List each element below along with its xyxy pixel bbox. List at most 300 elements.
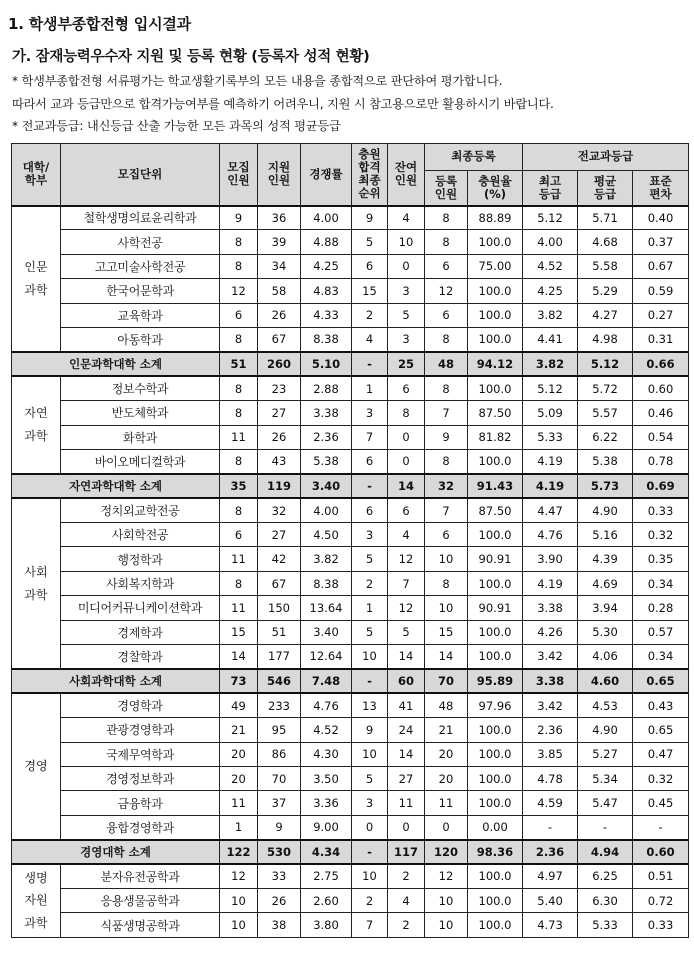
cell-unit: 반도체학과 [61,401,220,425]
subtotal-ratio: 5.10 [301,352,352,376]
cell-applicants: 26 [258,425,301,449]
subtotal-remaining: 60 [388,669,425,693]
subtotal-label: 자연과학대학 소계 [12,474,220,498]
table-row [12,230,689,254]
cell-unit: 사학전공 [61,230,220,254]
cell-average-grade: 6.22 [578,425,633,449]
cell-registered: 6 [425,303,468,327]
cell-unit: 한국어문학과 [61,279,220,303]
cell-applicants: 177 [258,645,301,669]
cell-registered: 10 [425,913,468,937]
cell-std-deviation: 0.54 [633,425,689,449]
cell-remaining: 0 [388,254,425,278]
note-line: * 전교과등급: 내신등급 산출 가능한 모든 과목의 성적 평균등급 [12,119,341,133]
cell-waitlist-rank: 6 [352,254,388,278]
cell-average-grade: 6.30 [578,888,633,912]
cell-fill-rate: 87.50 [468,498,523,522]
cell-best-grade: 5.40 [523,888,578,912]
table-row [12,620,689,644]
subtotal-label: 경영대학 소계 [12,840,220,864]
cell-quota: 9 [220,206,258,230]
cell-waitlist-rank: 3 [352,401,388,425]
cell-waitlist-rank: 1 [352,376,388,400]
cell-average-grade: 4.98 [578,327,633,351]
subtotal-quota: 35 [220,474,258,498]
subtotal-ratio: 4.34 [301,840,352,864]
subtotal-best-grade: 4.19 [523,474,578,498]
cell-remaining: 0 [388,425,425,449]
cell-fill-rate: 100.0 [468,766,523,790]
cell-remaining: 14 [388,742,425,766]
cell-std-deviation: 0.47 [633,742,689,766]
subtotal-waitlist-rank: - [352,352,388,376]
cell-quota: 8 [220,571,258,595]
cell-std-deviation: 0.31 [633,327,689,351]
cell-average-grade: 6.25 [578,864,633,888]
cell-std-deviation: 0.32 [633,766,689,790]
cell-average-grade: 4.69 [578,571,633,595]
cell-average-grade: 4.68 [578,230,633,254]
cell-fill-rate: 90.91 [468,547,523,571]
header-quota: 모집 인원 [220,144,258,206]
cell-std-deviation: 0.34 [633,571,689,595]
subtotal-std-deviation: 0.69 [633,474,689,498]
cell-ratio: 4.33 [301,303,352,327]
cell-average-grade: 5.33 [578,913,633,937]
cell-remaining: 3 [388,279,425,303]
table-row [12,254,689,278]
cell-fill-rate: 100.0 [468,303,523,327]
cell-registered: 6 [425,523,468,547]
cell-unit: 아동학과 [61,327,220,351]
subtotal-ratio: 7.48 [301,669,352,693]
cell-best-grade: 5.33 [523,425,578,449]
table-row [12,913,689,937]
college-name: 자연 과학 [12,376,61,474]
cell-ratio: 8.38 [301,571,352,595]
cell-best-grade: 3.82 [523,303,578,327]
cell-registered: 8 [425,230,468,254]
header-fill-rate: 충원율 (%) [468,171,523,206]
table-row [12,571,689,595]
cell-waitlist-rank: 6 [352,449,388,473]
cell-remaining: 14 [388,645,425,669]
cell-ratio: 8.38 [301,327,352,351]
subtotal-remaining: 25 [388,352,425,376]
header-best-grade: 최고 등급 [523,171,578,206]
cell-registered: 8 [425,327,468,351]
header-registered: 등록 인원 [425,171,468,206]
table-row [12,888,689,912]
subtotal-registered: 48 [425,352,468,376]
cell-registered: 0 [425,815,468,839]
cell-best-grade: 4.47 [523,498,578,522]
cell-best-grade: 3.90 [523,547,578,571]
cell-average-grade: 5.72 [578,376,633,400]
cell-remaining: 10 [388,230,425,254]
header-std-deviation: 표준 편차 [633,171,689,206]
cell-std-deviation: 0.59 [633,279,689,303]
cell-applicants: 67 [258,571,301,595]
cell-quota: 10 [220,913,258,937]
cell-waitlist-rank: 7 [352,425,388,449]
cell-applicants: 42 [258,547,301,571]
cell-average-grade: 4.27 [578,303,633,327]
cell-unit: 응용생물공학과 [61,888,220,912]
cell-waitlist-rank: 3 [352,523,388,547]
cell-average-grade: 4.06 [578,645,633,669]
subtotal-applicants: 260 [258,352,301,376]
cell-fill-rate: 100.0 [468,718,523,742]
cell-ratio: 4.50 [301,523,352,547]
cell-quota: 8 [220,401,258,425]
cell-best-grade: 3.85 [523,742,578,766]
cell-best-grade: 4.25 [523,279,578,303]
subtotal-label: 사회과학대학 소계 [12,669,220,693]
cell-waitlist-rank: 9 [352,718,388,742]
cell-unit: 정치외교학전공 [61,498,220,522]
cell-std-deviation: 0.46 [633,401,689,425]
cell-unit: 분자유전공학과 [61,864,220,888]
cell-registered: 8 [425,449,468,473]
table-row [12,303,689,327]
cell-waitlist-rank: 5 [352,766,388,790]
cell-fill-rate: 88.89 [468,206,523,230]
cell-best-grade: 3.38 [523,596,578,620]
cell-unit: 화학과 [61,425,220,449]
cell-ratio: 3.82 [301,547,352,571]
subtotal-average-grade: 5.12 [578,352,633,376]
cell-remaining: 11 [388,791,425,815]
cell-applicants: 27 [258,523,301,547]
header-average-grade: 평균 등급 [578,171,633,206]
subtotal-waitlist-rank: - [352,840,388,864]
cell-fill-rate: 100.0 [468,523,523,547]
cell-applicants: 36 [258,206,301,230]
cell-best-grade: 4.59 [523,791,578,815]
cell-remaining: 5 [388,303,425,327]
cell-applicants: 58 [258,279,301,303]
subtotal-applicants: 119 [258,474,301,498]
cell-waitlist-rank: 13 [352,693,388,717]
cell-applicants: 26 [258,888,301,912]
header-ratio: 경쟁률 [301,144,352,206]
cell-quota: 1 [220,815,258,839]
cell-applicants: 34 [258,254,301,278]
cell-remaining: 8 [388,401,425,425]
cell-applicants: 33 [258,864,301,888]
cell-unit: 미디어커뮤니케이션학과 [61,596,220,620]
cell-average-grade: 5.47 [578,791,633,815]
table-row [12,449,689,473]
subtotal-remaining: 14 [388,474,425,498]
cell-std-deviation: 0.34 [633,645,689,669]
table-row [12,718,689,742]
cell-remaining: 6 [388,376,425,400]
cell-quota: 20 [220,766,258,790]
table-row [12,766,689,790]
cell-best-grade: 4.97 [523,864,578,888]
cell-remaining: 41 [388,693,425,717]
cell-waitlist-rank: 5 [352,620,388,644]
cell-waitlist-rank: 4 [352,327,388,351]
subtotal-applicants: 546 [258,669,301,693]
cell-applicants: 150 [258,596,301,620]
cell-average-grade: 4.90 [578,498,633,522]
cell-fill-rate: 81.82 [468,425,523,449]
subtotal-best-grade: 2.36 [523,840,578,864]
cell-fill-rate: 100.0 [468,571,523,595]
cell-average-grade: 5.34 [578,766,633,790]
cell-average-grade: 4.39 [578,547,633,571]
subtotal-remaining: 117 [388,840,425,864]
cell-remaining: 5 [388,620,425,644]
cell-applicants: 39 [258,230,301,254]
subtotal-row [12,474,689,498]
cell-remaining: 12 [388,596,425,620]
cell-registered: 15 [425,620,468,644]
subtotal-average-grade: 4.94 [578,840,633,864]
cell-quota: 49 [220,693,258,717]
cell-std-deviation: 0.33 [633,913,689,937]
cell-remaining: 0 [388,815,425,839]
cell-quota: 20 [220,742,258,766]
cell-ratio: 4.83 [301,279,352,303]
cell-waitlist-rank: 5 [352,547,388,571]
cell-remaining: 4 [388,206,425,230]
table-row [12,523,689,547]
cell-std-deviation: - [633,815,689,839]
cell-waitlist-rank: 2 [352,888,388,912]
subtotal-waitlist-rank: - [352,669,388,693]
table-row [12,327,689,351]
header-final-registration: 최종등록 [425,144,523,171]
cell-unit: 경찰학과 [61,645,220,669]
cell-unit: 바이오메디컬학과 [61,449,220,473]
header-all-subject-grade: 전교과등급 [523,144,689,171]
cell-fill-rate: 100.0 [468,742,523,766]
cell-ratio: 12.64 [301,645,352,669]
cell-std-deviation: 0.27 [633,303,689,327]
cell-std-deviation: 0.32 [633,523,689,547]
cell-average-grade: 3.94 [578,596,633,620]
cell-waitlist-rank: 2 [352,303,388,327]
cell-ratio: 4.52 [301,718,352,742]
cell-quota: 11 [220,425,258,449]
cell-std-deviation: 0.78 [633,449,689,473]
cell-quota: 8 [220,498,258,522]
cell-waitlist-rank: 6 [352,498,388,522]
cell-average-grade: 5.30 [578,620,633,644]
cell-registered: 10 [425,888,468,912]
subtotal-fill-rate: 94.12 [468,352,523,376]
cell-quota: 8 [220,254,258,278]
cell-best-grade: 4.73 [523,913,578,937]
cell-std-deviation: 0.72 [633,888,689,912]
subtotal-registered: 70 [425,669,468,693]
cell-quota: 12 [220,864,258,888]
subtotal-fill-rate: 95.89 [468,669,523,693]
cell-registered: 8 [425,571,468,595]
subtotal-applicants: 530 [258,840,301,864]
cell-best-grade: 2.36 [523,718,578,742]
cell-registered: 20 [425,742,468,766]
subtotal-best-grade: 3.82 [523,352,578,376]
cell-registered: 7 [425,498,468,522]
header-applicants: 지원 인원 [258,144,301,206]
cell-quota: 15 [220,620,258,644]
cell-best-grade: 3.42 [523,693,578,717]
cell-quota: 11 [220,791,258,815]
cell-quota: 11 [220,596,258,620]
cell-ratio: 5.38 [301,449,352,473]
table-row [12,596,689,620]
cell-std-deviation: 0.37 [633,230,689,254]
subtotal-quota: 51 [220,352,258,376]
cell-unit: 경영정보학과 [61,766,220,790]
cell-unit: 국제무역학과 [61,742,220,766]
cell-unit: 식품생명공학과 [61,913,220,937]
header-waitlist-rank: 충원 합격 최종 순위 [352,144,388,206]
cell-unit: 금융학과 [61,791,220,815]
table-row [12,742,689,766]
cell-best-grade: 5.12 [523,206,578,230]
cell-ratio: 13.64 [301,596,352,620]
cell-best-grade: 4.78 [523,766,578,790]
cell-applicants: 95 [258,718,301,742]
subtotal-registered: 32 [425,474,468,498]
cell-quota: 8 [220,449,258,473]
cell-average-grade: - [578,815,633,839]
cell-ratio: 4.25 [301,254,352,278]
cell-ratio: 2.36 [301,425,352,449]
cell-ratio: 4.00 [301,206,352,230]
cell-best-grade: 4.41 [523,327,578,351]
cell-remaining: 27 [388,766,425,790]
cell-applicants: 23 [258,376,301,400]
cell-remaining: 4 [388,523,425,547]
cell-std-deviation: 0.67 [633,254,689,278]
cell-waitlist-rank: 10 [352,864,388,888]
cell-applicants: 26 [258,303,301,327]
table-row [12,498,689,522]
cell-applicants: 70 [258,766,301,790]
cell-best-grade: 5.12 [523,376,578,400]
table-row [12,791,689,815]
subtotal-quota: 122 [220,840,258,864]
cell-fill-rate: 100.0 [468,376,523,400]
cell-registered: 12 [425,864,468,888]
cell-waitlist-rank: 7 [352,913,388,937]
cell-waitlist-rank: 5 [352,230,388,254]
cell-ratio: 9.00 [301,815,352,839]
cell-average-grade: 5.57 [578,401,633,425]
subtotal-label: 인문과학대학 소계 [12,352,220,376]
cell-average-grade: 5.58 [578,254,633,278]
cell-std-deviation: 0.57 [633,620,689,644]
table-row [12,547,689,571]
cell-fill-rate: 97.96 [468,693,523,717]
cell-fill-rate: 100.0 [468,913,523,937]
table-row [12,815,689,839]
cell-ratio: 3.40 [301,620,352,644]
cell-quota: 8 [220,230,258,254]
cell-fill-rate: 100.0 [468,620,523,644]
cell-quota: 6 [220,303,258,327]
cell-best-grade: 4.19 [523,449,578,473]
subtotal-row [12,840,689,864]
cell-unit: 정보수학과 [61,376,220,400]
cell-applicants: 67 [258,327,301,351]
cell-quota: 8 [220,376,258,400]
cell-registered: 20 [425,766,468,790]
cell-average-grade: 5.38 [578,449,633,473]
cell-fill-rate: 100.0 [468,645,523,669]
cell-unit: 교육학과 [61,303,220,327]
cell-fill-rate: 100.0 [468,449,523,473]
cell-average-grade: 4.53 [578,693,633,717]
cell-registered: 11 [425,791,468,815]
cell-best-grade: - [523,815,578,839]
cell-applicants: 86 [258,742,301,766]
cell-std-deviation: 0.45 [633,791,689,815]
cell-std-deviation: 0.65 [633,718,689,742]
cell-remaining: 4 [388,888,425,912]
cell-std-deviation: 0.43 [633,693,689,717]
cell-unit: 관광경영학과 [61,718,220,742]
college-name: 생명 자원 과학 [12,864,61,937]
table-row [12,206,689,230]
cell-best-grade: 5.09 [523,401,578,425]
cell-registered: 10 [425,596,468,620]
page-title: 1. 학생부종합전형 입시결과 [8,15,191,33]
cell-waitlist-rank: 10 [352,742,388,766]
table-row [12,693,689,717]
cell-quota: 11 [220,547,258,571]
admission-results-table [11,143,689,938]
cell-ratio: 2.75 [301,864,352,888]
cell-fill-rate: 0.00 [468,815,523,839]
cell-applicants: 43 [258,449,301,473]
cell-fill-rate: 100.0 [468,327,523,351]
cell-remaining: 2 [388,864,425,888]
header-remaining: 잔여 인원 [388,144,425,206]
note-line: 따라서 교과 등급만으로 합격가능여부를 예측하기 어려우니, 지원 시 참고용으로만 활용하시기 바랍니다. [12,97,554,111]
section-subtitle: 가. 잠재능력우수자 지원 및 등록 현황 (등록자 성적 현황) [12,49,370,65]
cell-registered: 14 [425,645,468,669]
college-name: 사회 과학 [12,498,61,669]
cell-ratio: 4.88 [301,230,352,254]
header-college: 대학/ 학부 [12,144,61,206]
cell-registered: 10 [425,547,468,571]
cell-waitlist-rank: 15 [352,279,388,303]
cell-applicants: 27 [258,401,301,425]
subtotal-waitlist-rank: - [352,474,388,498]
cell-best-grade: 3.42 [523,645,578,669]
subtotal-ratio: 3.40 [301,474,352,498]
cell-std-deviation: 0.40 [633,206,689,230]
subtotal-quota: 73 [220,669,258,693]
cell-unit: 행정학과 [61,547,220,571]
subtotal-row [12,352,689,376]
cell-remaining: 0 [388,449,425,473]
subtotal-registered: 120 [425,840,468,864]
college-name: 인문 과학 [12,206,61,352]
header-unit: 모집단위 [61,144,220,206]
cell-applicants: 38 [258,913,301,937]
cell-ratio: 2.60 [301,888,352,912]
cell-ratio: 3.36 [301,791,352,815]
